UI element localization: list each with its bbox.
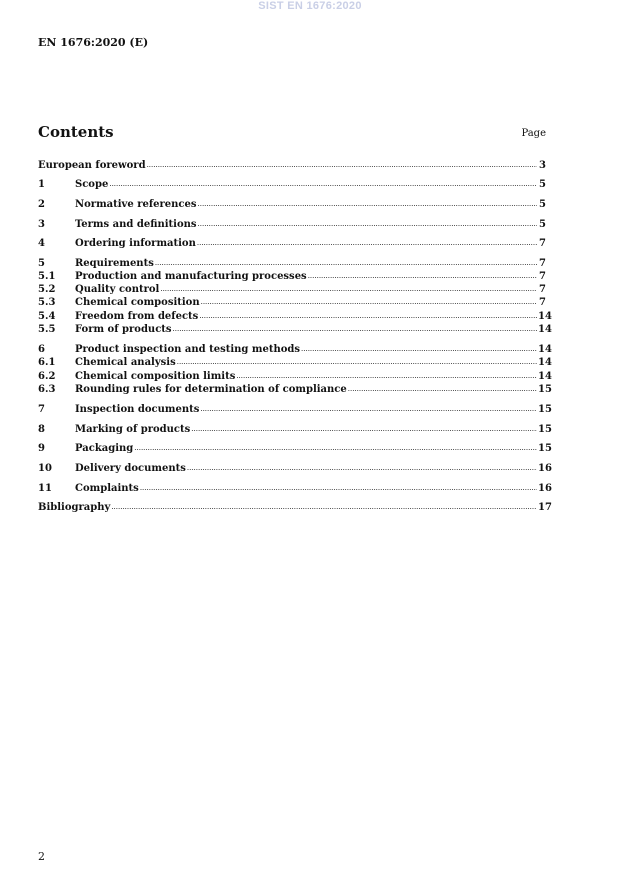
toc-entry-page: 14 xyxy=(538,371,552,382)
toc-entry-normative-references[interactable] xyxy=(38,198,546,211)
dot-leader xyxy=(111,501,537,514)
toc-entry-number: 5.2 xyxy=(38,284,56,295)
toc-entry-page: 14 xyxy=(538,344,552,355)
toc-entry-number: 5.5 xyxy=(38,324,56,335)
toc-entry-number: 9 xyxy=(38,443,45,454)
dot-leader xyxy=(201,296,537,309)
toc-entry-page: 3 xyxy=(539,160,546,171)
toc-entry-title: Marking of products xyxy=(75,424,191,435)
toc-entry-title: Requirements xyxy=(75,258,154,269)
toc-entry-bibliography[interactable] xyxy=(38,501,552,514)
toc-entry-title: Inspection documents xyxy=(75,404,200,415)
toc-entry-page: 14 xyxy=(538,311,552,322)
dot-leader xyxy=(348,383,537,396)
toc-entry-title: Chemical composition xyxy=(75,297,200,308)
toc-entry-marking-of-products[interactable] xyxy=(38,423,552,436)
toc-entry-title: European foreword xyxy=(38,160,146,171)
document-id: EN 1676:2020 (E) xyxy=(38,36,149,49)
page-column-label: Page xyxy=(521,128,546,139)
toc-entry-title: Ordering information xyxy=(75,238,196,249)
toc-entry-number: 6 xyxy=(38,344,45,355)
toc-entry-page: 5 xyxy=(539,219,546,230)
dot-leader xyxy=(134,442,537,455)
toc-entry-title: Scope xyxy=(75,179,109,190)
toc-entry-title: Normative references xyxy=(75,199,197,210)
dot-leader xyxy=(191,423,537,436)
dot-leader xyxy=(199,310,537,323)
toc-entry-quality-control[interactable] xyxy=(38,283,546,296)
toc-entry-number: 5.1 xyxy=(38,271,56,282)
toc-entry-complaints[interactable] xyxy=(38,482,552,495)
toc-entry-page: 16 xyxy=(538,463,552,474)
dot-leader xyxy=(198,218,537,231)
dot-leader xyxy=(197,237,537,250)
toc-entry-title: Delivery documents xyxy=(75,463,186,474)
dot-leader xyxy=(308,270,537,283)
toc-entry-number: 2 xyxy=(38,199,45,210)
dot-leader xyxy=(147,159,537,172)
toc-entry-title: Complaints xyxy=(75,483,139,494)
toc-entry-page: 16 xyxy=(538,483,552,494)
toc-entry-title: Chemical composition limits xyxy=(75,371,236,382)
toc-entry-title: Form of products xyxy=(75,324,172,335)
toc-entry-ordering-information[interactable] xyxy=(38,237,546,250)
dot-leader xyxy=(198,198,538,211)
dot-leader xyxy=(200,403,537,416)
toc-entry-page: 15 xyxy=(538,443,552,454)
toc-entry-terms-and-definitions[interactable] xyxy=(38,218,546,231)
toc-entry-form-of-products[interactable] xyxy=(38,323,552,336)
toc-entry-page: 5 xyxy=(539,179,546,190)
toc-entry-chemical-analysis[interactable] xyxy=(38,356,552,369)
watermark: SIST EN 1676:2020 xyxy=(258,0,362,12)
toc-entry-product-inspection[interactable] xyxy=(38,343,552,356)
toc-entry-chemical-composition-limits[interactable] xyxy=(38,370,552,383)
dot-leader xyxy=(301,343,537,356)
dot-leader xyxy=(187,462,537,475)
contents-heading: Contents xyxy=(38,123,114,141)
toc-entry-rounding-rules[interactable] xyxy=(38,383,552,396)
toc-entry-page: 17 xyxy=(538,502,552,513)
dot-leader xyxy=(109,178,537,191)
toc-entry-number: 8 xyxy=(38,424,45,435)
toc-entry-title: Product inspection and testing methods xyxy=(75,344,301,355)
toc-entry-page: 7 xyxy=(539,238,546,249)
toc-entry-number: 11 xyxy=(38,483,52,494)
toc-entry-title: Packaging xyxy=(75,443,134,454)
toc-entry-number: 1 xyxy=(38,179,45,190)
toc-entry-title: Bibliography xyxy=(38,502,111,513)
toc-entry-number: 5 xyxy=(38,258,45,269)
toc-entry-production-and-manufacturing[interactable] xyxy=(38,270,546,283)
toc-entry-page: 7 xyxy=(539,271,546,282)
toc-entry-inspection-documents[interactable] xyxy=(38,403,552,416)
toc-entry-page: 14 xyxy=(538,357,552,368)
dot-leader xyxy=(177,356,537,369)
toc-entry-number: 6.2 xyxy=(38,371,56,382)
toc-entry-chemical-composition[interactable] xyxy=(38,296,546,309)
page-number: 2 xyxy=(38,850,45,863)
toc-entry-scope[interactable] xyxy=(38,178,546,191)
toc-entry-number: 6.3 xyxy=(38,384,56,395)
toc-entry-page: 7 xyxy=(539,284,546,295)
toc-entry-page: 7 xyxy=(539,297,546,308)
toc-entry-freedom-from-defects[interactable] xyxy=(38,310,552,323)
toc-entry-packaging[interactable] xyxy=(38,442,552,455)
toc-entry-number: 5.3 xyxy=(38,297,56,308)
dot-leader xyxy=(236,370,537,383)
toc-entry-european-foreword[interactable] xyxy=(38,159,546,172)
toc-entry-page: 14 xyxy=(538,324,552,335)
dot-leader xyxy=(140,482,537,495)
toc-entry-page: 15 xyxy=(538,384,552,395)
toc-entry-title: Production and manufacturing processes xyxy=(75,271,307,282)
toc-entry-number: 5.4 xyxy=(38,311,56,322)
toc-entry-requirements[interactable] xyxy=(38,257,546,270)
toc-entry-number: 7 xyxy=(38,404,45,415)
toc-entry-title: Freedom from defects xyxy=(75,311,199,322)
toc-entry-title: Chemical analysis xyxy=(75,357,176,368)
dot-leader xyxy=(173,323,537,336)
toc-entry-number: 10 xyxy=(38,463,52,474)
toc-entry-title: Rounding rules for determination of compliance xyxy=(75,384,347,395)
toc-entry-page: 15 xyxy=(538,424,552,435)
toc-entry-title: Quality control xyxy=(75,284,160,295)
dot-leader xyxy=(160,283,537,296)
toc-entry-delivery-documents[interactable] xyxy=(38,462,552,475)
toc-entry-page: 7 xyxy=(539,258,546,269)
toc-entry-title: Terms and definitions xyxy=(75,219,197,230)
toc-entry-page: 15 xyxy=(538,404,552,415)
toc-entry-number: 6.1 xyxy=(38,357,56,368)
dot-leader xyxy=(155,257,537,270)
toc-entry-number: 3 xyxy=(38,219,45,230)
toc-entry-number: 4 xyxy=(38,238,45,249)
toc-entry-page: 5 xyxy=(539,199,546,210)
